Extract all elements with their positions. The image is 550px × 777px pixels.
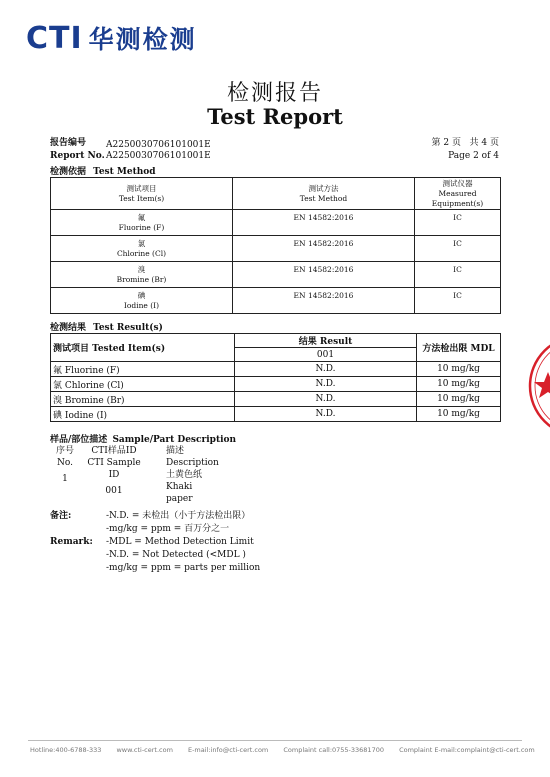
method-title-en: Test Method bbox=[93, 167, 156, 177]
remark-line: -mg/kg = ppm = parts per million bbox=[106, 563, 261, 573]
sample-desc-column bbox=[166, 445, 219, 505]
result-value-cell: N.D. bbox=[235, 407, 417, 422]
mdl-cell: 10 mg/kg bbox=[417, 407, 501, 422]
method-item-cell bbox=[51, 236, 233, 262]
table-row bbox=[51, 210, 501, 236]
header-result bbox=[235, 334, 417, 348]
result-value-cell: N.D. bbox=[235, 392, 417, 407]
method-cell: EN 14582:2016 bbox=[233, 236, 415, 262]
header-mdl-cn: 方法检出限 bbox=[422, 344, 468, 354]
method-cell: EN 14582:2016 bbox=[233, 288, 415, 314]
result-item-cell bbox=[51, 407, 235, 422]
result-item-cell bbox=[51, 377, 235, 392]
table-row bbox=[51, 407, 501, 422]
sample-id-value: 001 bbox=[105, 486, 123, 496]
page-indicator bbox=[432, 137, 499, 163]
result-title-en: Test Result(s) bbox=[93, 323, 163, 333]
sample-desc-value-cn: 土黄色纸 bbox=[166, 470, 203, 480]
header-test-method-cn: 测试方法 bbox=[308, 183, 339, 193]
table-row bbox=[51, 362, 501, 377]
item-cn: 溴 bbox=[53, 395, 63, 406]
item-cn: 碘 bbox=[137, 290, 146, 300]
mdl-cell: 10 mg/kg bbox=[417, 392, 501, 407]
item-en: Iodine (I) bbox=[64, 410, 108, 421]
remark-line: -mg/kg = ppm = 百万分之一 bbox=[106, 524, 230, 534]
remarks-list bbox=[106, 510, 260, 575]
footer-email: E-mail:info@cti-cert.com bbox=[187, 746, 269, 754]
mdl-cell: 10 mg/kg bbox=[417, 377, 501, 392]
sample-no-header-en: No. bbox=[57, 458, 73, 468]
header-mdl bbox=[417, 334, 501, 362]
header-test-method bbox=[233, 178, 415, 210]
sample-id-column bbox=[86, 445, 142, 497]
result-value-cell: N.D. bbox=[235, 377, 417, 392]
table-row bbox=[51, 236, 501, 262]
equipment-cell: IC bbox=[415, 262, 501, 288]
mdl-cell: 10 mg/kg bbox=[417, 362, 501, 377]
report-no-labels bbox=[50, 137, 105, 163]
sample-desc-header-cn: 描述 bbox=[166, 446, 185, 456]
header-mdl-en: MDL bbox=[470, 344, 495, 354]
header-test-item bbox=[51, 178, 233, 210]
table-row bbox=[51, 392, 501, 407]
item-en: Chlorine (Cl) bbox=[116, 248, 167, 258]
page-indicator-en: Page 2 of 4 bbox=[448, 151, 499, 161]
logo-cn-text: 华测检测 bbox=[88, 24, 197, 54]
header-test-item-en: Test Item(s) bbox=[118, 193, 165, 203]
sample-desc-header-en: Description bbox=[166, 458, 219, 468]
table-row bbox=[51, 377, 501, 392]
footer-divider bbox=[28, 740, 522, 741]
result-section-title bbox=[50, 320, 163, 333]
equipment-cell: IC bbox=[415, 288, 501, 314]
equipment-cell: IC bbox=[415, 236, 501, 262]
item-cn: 溴 bbox=[137, 264, 146, 274]
item-en: Bromine (Br) bbox=[64, 395, 125, 406]
header-test-method-en: Test Method bbox=[299, 193, 348, 203]
header-tested-item-cn: 测试项目 bbox=[53, 344, 90, 354]
report-no-value-1: A2250030706101001E bbox=[106, 140, 211, 150]
footer-website: www.cti-cert.com bbox=[116, 746, 173, 754]
item-en: Fluorine (F) bbox=[64, 365, 120, 376]
report-title-cn: 检测报告 bbox=[226, 81, 323, 106]
item-cn: 氟 bbox=[137, 212, 146, 222]
header-equipment bbox=[415, 178, 501, 210]
report-no-label-cn: 报告编号 bbox=[50, 138, 87, 148]
test-result-table bbox=[50, 333, 501, 422]
report-no-value-2: A2250030706101001E bbox=[106, 151, 211, 161]
item-cn: 氯 bbox=[53, 380, 63, 391]
sample-title-cn: 样品/部位描述 bbox=[50, 435, 108, 445]
method-cell: EN 14582:2016 bbox=[233, 210, 415, 236]
remark-line: -N.D. = Not Detected (<MDL ) bbox=[106, 550, 246, 560]
sample-section-title bbox=[50, 432, 236, 445]
report-no-values bbox=[106, 140, 211, 162]
company-logo bbox=[26, 21, 197, 56]
header-result-en: Result bbox=[319, 337, 353, 347]
test-method-table bbox=[50, 177, 501, 314]
sample-id-header-cn: CTI样品ID bbox=[91, 446, 137, 456]
sample-desc-value-en: Khaki paper bbox=[166, 482, 193, 504]
item-en: Fluorine (F) bbox=[118, 222, 165, 232]
sample-no-header-cn: 序号 bbox=[55, 446, 74, 456]
remark-line: -MDL = Method Detection Limit bbox=[106, 537, 254, 547]
result-title-cn: 检测结果 bbox=[50, 323, 87, 333]
header-result-cn: 结果 bbox=[298, 337, 317, 347]
equipment-cell: IC bbox=[415, 210, 501, 236]
method-title-cn: 检测依据 bbox=[50, 167, 87, 177]
method-section-title bbox=[50, 164, 156, 177]
header-equipment-en2: Equipment(s) bbox=[431, 198, 484, 208]
item-cn: 氟 bbox=[53, 365, 63, 376]
sample-no-column bbox=[54, 445, 76, 485]
result-value-cell: N.D. bbox=[235, 362, 417, 377]
table-row bbox=[51, 262, 501, 288]
sample-no-value: 1 bbox=[62, 474, 68, 484]
item-cn: 碘 bbox=[53, 410, 63, 421]
header-equipment-cn: 测试仪器 bbox=[442, 178, 473, 188]
item-en: Bromine (Br) bbox=[116, 274, 167, 284]
result-item-cell bbox=[51, 362, 235, 377]
remark-line: -N.D. = 未检出（小于方法检出限） bbox=[106, 511, 251, 521]
result-item-cell bbox=[51, 392, 235, 407]
sample-id-header-en: CTI Sample ID bbox=[87, 458, 141, 480]
result-header-row bbox=[51, 334, 501, 348]
page-footer bbox=[30, 746, 535, 754]
item-en: Iodine (I) bbox=[123, 300, 160, 310]
header-test-item-cn: 测试项目 bbox=[126, 183, 157, 193]
remarks-label-en: Remark: bbox=[50, 537, 93, 547]
report-title-en: Test Report bbox=[207, 104, 343, 129]
header-equipment-en1: Measured bbox=[438, 188, 477, 198]
method-cell: EN 14582:2016 bbox=[233, 262, 415, 288]
footer-complaint-email: Complaint E-mail:complaint@cti-cert.com bbox=[399, 746, 535, 754]
footer-complaint-call: Complaint call:0755-33681700 bbox=[283, 746, 384, 754]
report-no-label-en: Report No. bbox=[50, 151, 105, 161]
header-tested-item bbox=[51, 334, 235, 362]
page-indicator-cn: 第 2 页 共 4 页 bbox=[431, 138, 499, 148]
method-item-cell bbox=[51, 210, 233, 236]
method-item-cell bbox=[51, 288, 233, 314]
logo-brand-text: CTI bbox=[26, 21, 83, 56]
header-tested-item-en: Tested Item(s) bbox=[92, 344, 166, 354]
remarks-label-cn: 备注: bbox=[50, 511, 72, 521]
footer-hotline: Hotline:400-6788-333 bbox=[30, 746, 102, 754]
item-cn: 氯 bbox=[137, 238, 146, 248]
method-item-cell bbox=[51, 262, 233, 288]
official-seal-stamp bbox=[526, 332, 550, 440]
sample-title-en: Sample/Part Description bbox=[112, 435, 237, 445]
table-row bbox=[51, 288, 501, 314]
header-sample-no: 001 bbox=[235, 348, 417, 362]
table-header-row bbox=[51, 178, 501, 210]
item-en: Chlorine (Cl) bbox=[64, 380, 124, 391]
